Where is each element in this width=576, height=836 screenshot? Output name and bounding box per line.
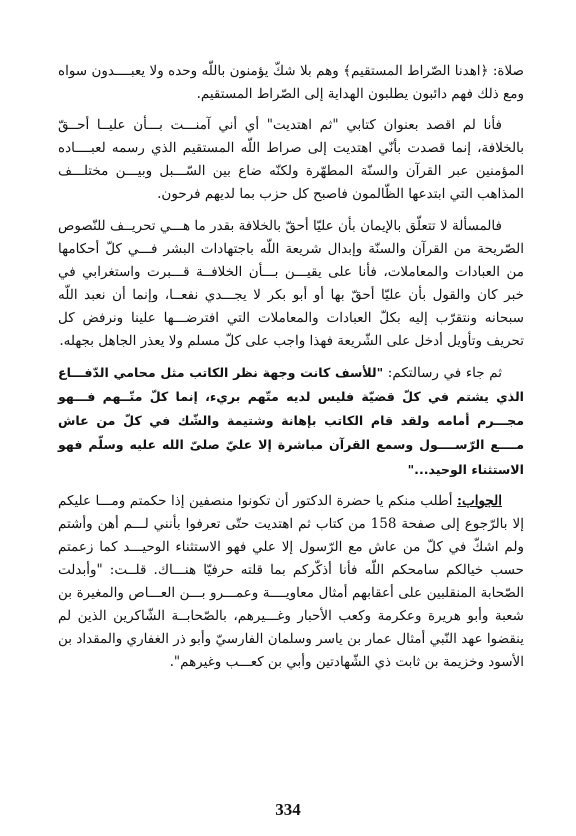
answer-text: أطلب منكم يا حضرة الدكتور أن تكونوا منصفين إذا حكمتم ومـــا عليكم إلا بالرّجوع إلى صفحة 158 من كتاب ثم اهتديت حتّى تعرفوا بأنني لـــم أهن وأشتم ولم اشكّ في كلّ من عاش مع الرّسول إلا علي فهو الاستثناء الوحيـــد كما زعمتم حسب خيالكم سامحكم اللّه فأنا أذكّركم بما قلته حرفيّا هنـــاك. قلــت: "وأبدلت الصّحابة المنقلبين على أعقابهم أمثال معاويــــة وعمـــرو بـــن العـــاص والمغيرة بن شعبة وأبو هريرة وعكرمة وكعب الأحبار وغـــيرهم، بالصّحابــة الشّاكرين الذين لم ينقضوا عهد النّبي أمثال عمار بن ياسر وسلمان الفارسيّ وأبو ذر الغفاري والمقداد بن الأسود وخزيمة بن ثابت ذي الشّهادتين وأبي بن كعـــب وغيرهم". [58, 492, 524, 671]
quote-intro: ثم جاء في رسالتكم: [383, 365, 502, 382]
answer-label: الجواب: [457, 492, 502, 509]
page-body [58, 60, 524, 682]
page-number: 334 [275, 800, 301, 819]
paragraph-1: صلاة: ﴿اهدنا الصّراط المستقيم﴾ وهم بلا شكّ يؤمنون باللّه وحده ولا يعبــــدون سواه ومع ذلك فهم دائبون يطلبون الهداية إلى الصّراط المستقيم. [58, 63, 524, 103]
paragraph-4 [58, 361, 524, 481]
critic-quote: "للأسف كانت وجهة نظر الكاتب مثل محامي الدّفـــاع الذي يشتم في كلّ قضيّة فليس لديه متّهم بريء، إنما كلّ متّــهم فـــهو مجـــرم أمامه ولقد قام الكاتب بإهانة وشتيمة والشّك في كلّ من عاش مــــع الرّســــول وسمع القرآن مباشرة إلا عليّ صلىّ الله عليه وسلّم فهو الاستثناء الوحيد..." [58, 365, 524, 477]
paragraph-2: فأنا لم اقصد بعنوان كتابي "ثم اهتديت" أي أني آمنـــت بـــأن عليــا أحــقّ بالخلافة، إنما قصدت بأنّي اهتديت إلى صراط اللّه المستقيم الذي رسمه لعبــــاده المؤمنين عبر القرآن والسنّة المطهّرة ولكنّه ضاع بين السّـــبل وبيـــن مختلـــف المذاهب التي ابتدعها الظّالمون فاصبح كل حزب بما لديهم فرحون. [58, 117, 524, 203]
paragraph-5 [58, 490, 524, 675]
paragraph-3: فالمسألة لا تتعلّق بالإيمان بأن عليّا أحقّ بالخلافة بقدر ما هـــي تحريــف للنّصوص الصّريحة من القرآن والسنّة وإبدال شريعة اللّه باجتهادات البشر فـــي كلّ أحكامها من العبادات والمعاملات، فأنا على يقيـــن بـــأن الخلافــة قـــبرت واستغرابي في خبر كان والقول بأن عليّا أحقّ بها أو أبو بكر لا يجـــدي نفعــا، وإنما أن نعبد اللّه سبحانه ونتقرّب إليه بكلّ العبادات والمعاملات التي افترضـــها علينا ونرفض كل تحريف وتأويل أدخل على الشّريعة فهذا واجب على كلّ مسلم ولا يعذر الجاهل بجهله. [58, 217, 524, 350]
